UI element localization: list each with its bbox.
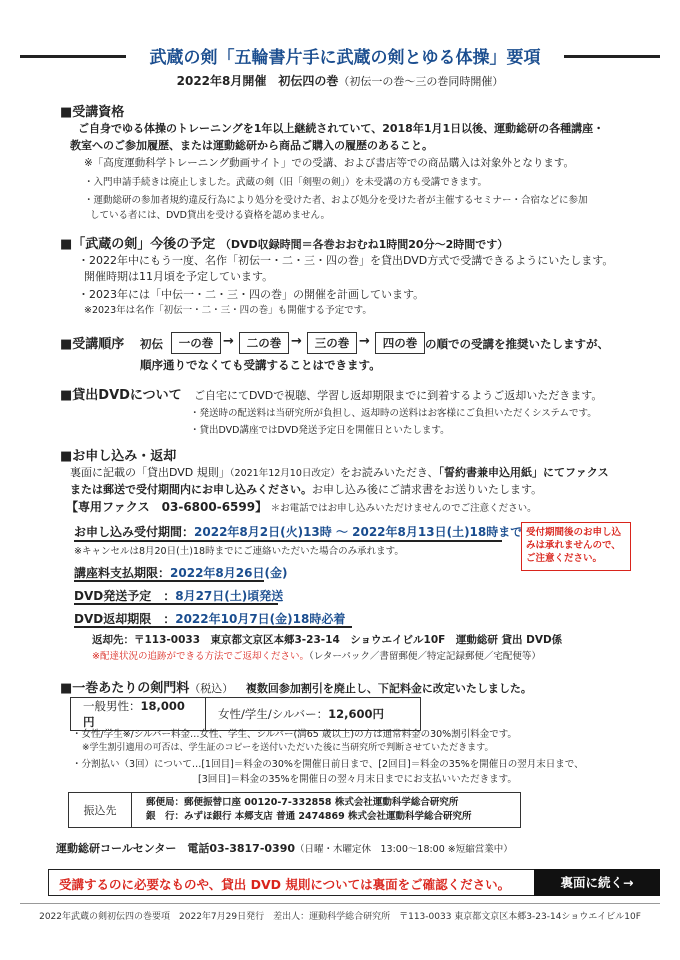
return-line bbox=[74, 610, 345, 627]
dvd-heading: ■貸出DVDについて bbox=[60, 388, 182, 403]
fee-general-label: 一般男性： bbox=[83, 699, 141, 713]
order-arrow-2: → bbox=[291, 334, 302, 349]
ship-value: 8月27日(土)頃発送 bbox=[175, 589, 284, 603]
apply-line1c: をお読みいただき、 bbox=[339, 466, 439, 479]
fee-note3: ・分割払い（3回）について…[1回目]＝料金の30%を開催日前日まで、[2回目]＝料金の35%を開催日の翌月末日まで、 bbox=[72, 759, 584, 770]
fee-heading bbox=[60, 677, 532, 696]
call-center-hours: （日曜・木曜定休 13:00～18:00 ※短縮営業中） bbox=[295, 844, 513, 855]
volume-box-2: 二の巻 bbox=[239, 332, 289, 354]
back-notice-bar bbox=[48, 869, 660, 896]
page-subtitle bbox=[0, 72, 680, 89]
call-center bbox=[56, 840, 513, 856]
fee-discount-label: 女性/学生/シルバー： bbox=[218, 707, 329, 721]
apply-line2a: または郵送で受付期間内にお申し込みください。 bbox=[70, 483, 312, 496]
volume-box-3: 三の巻 bbox=[307, 332, 357, 354]
bank-row bbox=[69, 793, 521, 828]
payment-underline bbox=[74, 580, 264, 582]
schedule-line1: ・2022年中にもう一度、名作「初伝一・二・三・四の巻」を貸出DVD方式で受講できるようにいたします。 bbox=[78, 254, 614, 267]
subtitle-paren: （初伝一の巻～三の巻同時開催） bbox=[338, 75, 504, 88]
qualification-note3b: している者には、DVD貸出を受ける資格を認めません。 bbox=[90, 210, 331, 221]
period-value: 2022年8月2日(火)13時 ～ 2022年8月13日(土)18時まで bbox=[194, 525, 523, 539]
fee-note4: [3回目]＝料金の35%を開催日の翌々月末日までにお支払いいただきます。 bbox=[198, 774, 517, 785]
dvd-line3: ・貸出DVD講座ではDVD発送予定日を開催日といたします。 bbox=[190, 425, 450, 436]
fee-general-value: 18,000円 bbox=[83, 699, 185, 729]
volume-box-4: 四の巻 bbox=[375, 332, 425, 354]
footer-rule bbox=[20, 903, 660, 904]
payment-value: 2022年8月26日(金) bbox=[170, 566, 288, 580]
bank-label: 振込先 bbox=[69, 793, 132, 828]
cancel-note: ※キャンセルは8月20日(土)18時までにご連絡いただいた場合のみ承れます。 bbox=[74, 546, 404, 557]
order-arrow-3: → bbox=[359, 334, 370, 349]
qualification-note3a: ・運動総研の参加者規約違反行為により処分を受けた者、および処分を受けた者が主催するセミナー・合宿などに参加 bbox=[84, 195, 588, 206]
page-title: 武蔵の剣「五輪書片手に武蔵の剣とゆる体操」要項 bbox=[149, 48, 541, 68]
return-address: 返却先：〒113-0033 東京都文京区本郷3-23-14 ショウエイビル10F 運動総研 貸出 DVD係 bbox=[92, 634, 563, 646]
schedule-line2: 開催時期は11月頃を予定しています。 bbox=[84, 270, 274, 283]
subtitle-main: 2022年8月開催 初伝四の巻 bbox=[176, 74, 339, 88]
fax-line bbox=[66, 498, 537, 515]
apply-line1d: 「誓約書兼申込用紙」にてファクス bbox=[438, 466, 609, 479]
ship-label: DVD発送予定 ： bbox=[74, 589, 176, 603]
ship-underline bbox=[74, 603, 278, 605]
footer-text: 2022年武蔵の剣初伝四の巻要項 2022年7月29日発行 差出人：運動科学総合研究所 〒113-0033 東京都文京区本郷3-23-14ショウエイビル10F bbox=[39, 912, 641, 922]
return-value: 2022年10月7日(金)18時必着 bbox=[175, 612, 346, 626]
apply-heading: ■お申し込み・返却 bbox=[60, 449, 177, 464]
tracking-paren: （レターパック／書留郵便／特定記録郵便／宅配便等） bbox=[308, 651, 541, 662]
order-prefix: 初伝 bbox=[140, 337, 163, 351]
dvd-line2: ・発送時の配送料は当研究所が負担し、返却時の送料はお客様にご負担いただくシステムです。 bbox=[190, 408, 597, 419]
period-underline bbox=[74, 540, 502, 542]
fee-heading-note: 複数回参加割引を廃止し、下記料金に改定いたしました。 bbox=[245, 682, 532, 695]
fee-note2: ※学生割引適用の可否は、学生証のコピーを送付いただいた後に当研究所で判断させていただきます。 bbox=[82, 743, 494, 753]
qualification-line1: ご自身でゆる体操のトレーニングを1年以上継続されていて、2018年1月1日以後、運動総研の各種講座・ bbox=[78, 122, 605, 135]
call-center-name: 運動総研コールセンター 電話03-3817-0390 bbox=[56, 842, 296, 855]
deadline-warning-box: 受付期間後のお申し込みは承れませんので、ご注意ください。 bbox=[521, 522, 631, 571]
title-block bbox=[20, 43, 660, 69]
schedule-heading-note: （DVD収録時間＝各巻おおむね1時間20分～2時間です） bbox=[219, 238, 509, 251]
return-label: DVD返却期限 ： bbox=[74, 612, 176, 626]
fee-note1: ・女性/学生※/シルバー料金…女性、学生、シルバー(満65 歳以上)の方は通常料金の30%割引料金です。 bbox=[72, 729, 517, 740]
fee-heading-text: ■一巻あたりの剣門料 bbox=[60, 681, 190, 696]
order-line2: 順序通りでなくても受講することはできます。 bbox=[140, 358, 381, 372]
title-rule-right bbox=[564, 55, 660, 58]
tracking-line bbox=[92, 648, 541, 662]
dvd-line1: ご自宅にてDVDで視聴、学習し返却期限までに到着するようご返却いただきます。 bbox=[194, 389, 603, 402]
apply-line1a: 裏面に記載の「貸出DVD 規則」 bbox=[70, 466, 230, 479]
schedule-heading-text: ■「武蔵の剣」今後の予定 bbox=[60, 237, 216, 252]
payment-line bbox=[74, 564, 287, 581]
back-notice-text: 受講するのに必要なものや、貸出 DVD 規則については裏面をご確認ください。 bbox=[59, 877, 511, 892]
period-line bbox=[74, 523, 522, 540]
bank-details bbox=[132, 793, 521, 828]
fee-discount-value: 12,600円 bbox=[328, 707, 385, 721]
schedule-line4: ※2023年は名作「初伝一・二・三・四の巻」も開催する予定です。 bbox=[84, 305, 372, 316]
schedule-line3: ・2023年には「中伝一・二・三・四の巻」の開催を計画しています。 bbox=[78, 288, 425, 301]
period-label: お申し込み受付期間： bbox=[74, 525, 195, 539]
qualification-note1: ※「高度運動科学トレーニング動画サイト」での受講、および書店等での商品購入は対象外となります。 bbox=[84, 157, 575, 169]
order-arrow-1: → bbox=[223, 334, 234, 349]
ship-line bbox=[74, 587, 283, 604]
apply-line1 bbox=[70, 464, 609, 480]
schedule-heading bbox=[60, 233, 508, 252]
return-underline bbox=[74, 626, 352, 628]
fax-label: 【専用ファクス 03-6800-6599】 bbox=[66, 500, 268, 514]
fax-note: ＊お電話ではお申し込みいただけませんのでご注意ください。 bbox=[270, 503, 537, 514]
apply-line1b: （2021年12月10日改定） bbox=[229, 468, 340, 479]
order-heading: ■受講順序 bbox=[60, 337, 125, 352]
apply-line2 bbox=[70, 481, 542, 497]
continue-on-back-button: 裏面に続く→ bbox=[534, 869, 660, 896]
fee-heading-tax: （税込） bbox=[189, 682, 234, 695]
order-suffix: の順での受講を推奨いたしますが、 bbox=[425, 337, 609, 351]
volume-box-1: 一の巻 bbox=[171, 332, 221, 354]
qualification-line2: 教室へのご参加履歴、または運動総研から商品ご購入の履歴のあること。 bbox=[70, 139, 433, 152]
apply-line2b: お申し込み後にご請求書をお送りいたします。 bbox=[312, 483, 543, 496]
qualification-heading: ■受講資格 bbox=[60, 105, 125, 120]
bank-postal: 郵便局：郵便振替口座 00120-7-332858 株式会社運動科学総合研究所 bbox=[146, 797, 459, 808]
bank-table bbox=[68, 792, 521, 828]
payment-label: 講座料支払期限： bbox=[74, 566, 171, 580]
qualification-note2: ・入門申請手続きは廃止しました。武蔵の剣（旧「剣聖の剣」）を未受講の方も受講できます。 bbox=[84, 177, 487, 188]
bank-mizuho: 銀 行：みずほ銀行 本郷支店 普通 2474869 株式会社運動科学総合研究所 bbox=[146, 811, 472, 822]
title-rule-left bbox=[20, 55, 126, 58]
tracking-red: ※配達状況の追跡ができる方法でご返却ください。 bbox=[92, 651, 309, 662]
